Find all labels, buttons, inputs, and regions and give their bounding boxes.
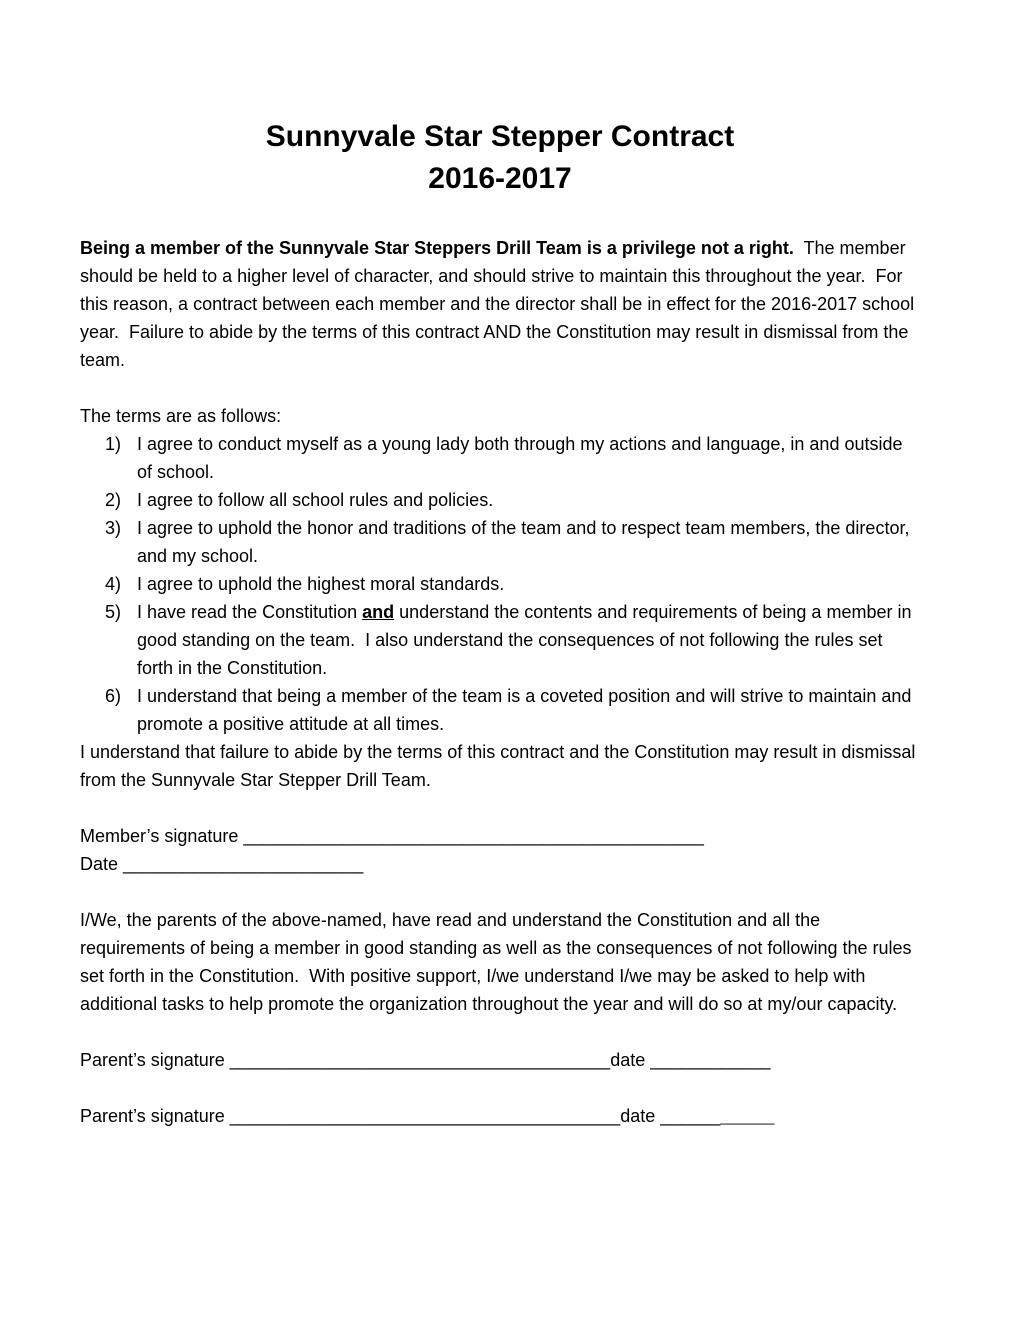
term-item-1 [80,430,920,486]
member-date-row [80,850,920,878]
parent-signature-line: ______________________________________ [229,1050,611,1070]
member-date-label: Date [80,854,124,874]
terms-heading: The terms are as follows: [80,406,282,426]
parent-signature-row-2 [80,1102,920,1130]
term-number: 2) [105,490,122,510]
parent-date-label: date [610,1050,651,1070]
term-number: 6) [105,686,122,706]
terms-list [80,430,920,738]
term-number: 5) [105,602,122,622]
term-number: 3) [105,518,122,538]
term-text: I agree to uphold the highest moral standards. [137,574,505,594]
title-line-1: Sunnyvale Star Stepper Contract [265,120,735,153]
term-number: 1) [105,434,122,454]
intro-paragraph [80,234,920,374]
title-line-2: 2016-2017 [428,162,572,195]
parent-signature-row-1 [80,1046,920,1074]
intro-lead-sentence: Being a member of the Sunnyvale Star Steppers Drill Team is a privilege not a right. [80,238,794,258]
member-date-line: ________________________ [123,854,364,874]
term-item-5 [80,598,920,682]
parent-paragraph: I/We, the parents of the above-named, have read and understand the Constitution and all the requirements of being a member in good standing as well as the consequences of not following the rules set forth in the Constitution. With positive support, I/we understand I/we may be asked to help with additional tasks to help promote the organization throughout the year and will do so at my/our capacity. [80,910,917,1014]
term-number: 4) [105,574,122,594]
member-signature-label: Member’s signature [80,826,244,846]
term-item-2 [80,486,920,514]
parent-signature-label: Parent’s signature [80,1106,230,1126]
intro-body-text: The member should be held to a higher level of character, and should strive to maintain this throughout the year. For this reason, a contract between each member and the director shall be in effect for the 2016-2017 school year. Failure to abide by the terms of this contract AND the Constitution may result in dismissal from the team. [80,238,920,370]
term-text: I understand that being a member of the team is a coveted position and will strive to maintain and promote a positive attitude at all times. [137,686,917,734]
term-text: I agree to conduct myself as a young lady both through my actions and language, in and outside of school. [137,434,908,482]
term-5-pre: I have read the Constitution [137,602,363,622]
parent-date-label: date [620,1106,661,1126]
parent-signature-line: _______________________________________ [229,1106,621,1126]
term-5-post: understand the contents and requirements of being a member in good standing on the team. I also understand the consequences of not following the rules set forth in the Constitution. [137,602,917,678]
parent-date-line: ______ [660,1106,721,1126]
parent-date-line: ____________ [650,1050,771,1070]
parent-signature-label: Parent’s signature [80,1050,230,1070]
parent-date-line-thin: ______ [720,1106,775,1126]
term-item-3 [80,514,920,570]
term-item-6 [80,682,920,738]
member-signature-line: ______________________________________________ [243,826,704,846]
member-signature-row [80,822,920,850]
term-5-underlined-word: and [362,602,395,622]
document-title [80,116,920,200]
term-text: I agree to uphold the honor and traditions of the team and to respect team members, the director, and my school. [137,518,915,566]
term-text: I agree to follow all school rules and policies. [137,490,494,510]
term-item-4 [80,570,920,598]
term-text [137,598,920,682]
closing-paragraph: I understand that failure to abide by the terms of this contract and the Constitution may result in dismissal from the Sunnyvale Star Stepper Drill Team. [80,742,921,790]
